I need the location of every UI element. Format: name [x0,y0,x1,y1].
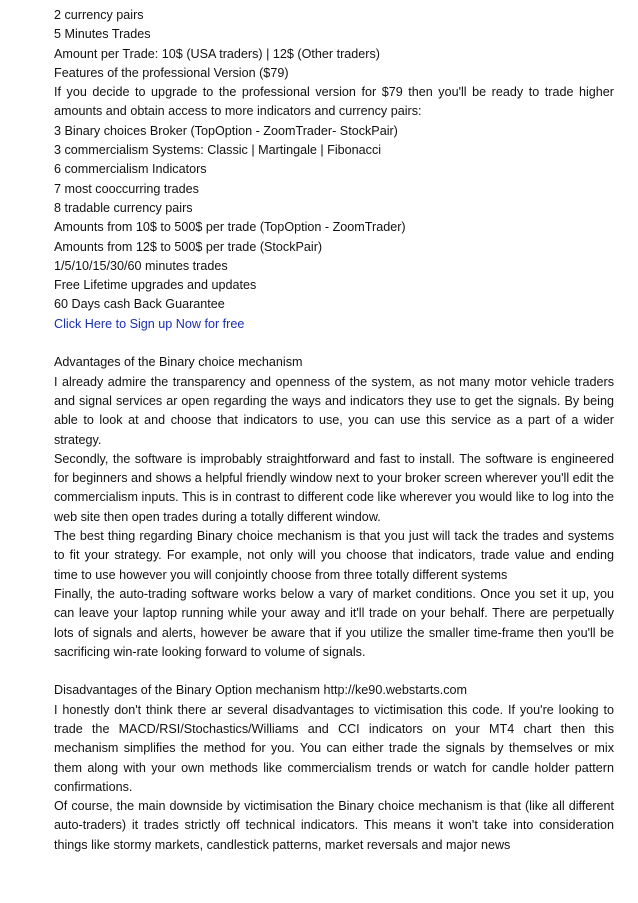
pro-feature-line: 60 Days cash Back Guarantee [54,297,225,312]
pro-feature-line: 3 commercialism Systems: Classic | Martingale | Fibonacci [54,143,382,158]
pro-feature-line: Free Lifetime upgrades and updates [54,278,257,293]
advantages-paragraph: Finally, the auto-trading software works below a vary of market conditions. Once you set it up, you can leave your laptop running while your away and it'll trade on your behalf. There are perpetually lots of signals and alerts, however be aware that if you utilize the smaller time-frame then you'll be sacrificing win-rate looking forward to volume of signals. [54,586,614,659]
disadvantages-paragraph: I honestly don't think there ar several disadvantages to victimisation this code. If you're looking to trade the MACD/RSI/Stochastics/Williams and CCI indicators on your MT4 chart then this mechanism simplifies the method for you. You can either trade the signals by themselves or mix them along with your own methods like commercialism trends or watch for candle holder pattern confirmations. [54,702,614,794]
disadvantages-paragraph: Of course, the main downside by victimisation the Binary choice mechanism is that (like all different auto-traders) it trades strictly off technical indicators. This means it won't take into consideration things like stormy markets, candlestick patterns, market reversals and major news [54,799,614,852]
pro-feature-line: 8 tradable currency pairs [54,200,193,215]
pro-feature-line: 6 commercialism Indicators [54,162,207,177]
feature-line: Amount per Trade: 10$ (USA traders) | 12$ (Other traders) [54,46,380,61]
disadvantages-heading: Disadvantages of the Binary Option mechanism http://ke90.webstarts.com [54,683,467,698]
paragraph-spacer [54,662,614,681]
feature-line: 5 Minutes Trades [54,27,151,42]
advantages-paragraph: I already admire the transparency and openness of the system, as not many motor vehicle traders and signal services ar open regarding the ways and indicators they use to get the signals. By being able to look at and choose that indicators to use, you can use this service as a part of a wider strategy. [54,374,614,447]
advantages-paragraph: Secondly, the software is improbably straightforward and fast to install. The software is engineered for beginners and shows a helpful friendly window next to your broker screen wherever you'll edit the commercialism inputs. This is in contrast to different code like wherever you would like to log into the web site then open trades during a totally different window. [54,451,614,524]
feature-line: 2 currency pairs [54,8,144,22]
document-page [54,6,614,855]
pro-feature-line: 3 Binary choices Broker (TopOption - ZoomTrader- StockPair) [54,123,398,138]
upgrade-intro-paragraph: If you decide to upgrade to the professional version for $79 then you'll be ready to trade higher amounts and obtain access to more indicators and currency pairs: [54,85,614,119]
feature-line: Features of the professional Version ($79) [54,65,289,80]
pro-feature-line: 1/5/10/15/30/60 minutes trades [54,258,228,273]
pro-feature-line: Amounts from 10$ to 500$ per trade (TopOption - ZoomTrader) [54,220,406,235]
advantages-heading: Advantages of the Binary choice mechanism [54,355,303,370]
signup-link[interactable]: Click Here to Sign up Now for free [54,316,245,331]
pro-feature-line: 7 most cooccurring trades [54,181,199,196]
paragraph-spacer [54,334,614,353]
advantages-paragraph: The best thing regarding Binary choice mechanism is that you just will tack the trades and systems to fit your strategy. For example, not only will you choose that indicators, trade value and ending time to use however you will conjointly choose from three totally different systems [54,529,614,582]
pro-feature-line: Amounts from 12$ to 500$ per trade (StockPair) [54,239,323,254]
